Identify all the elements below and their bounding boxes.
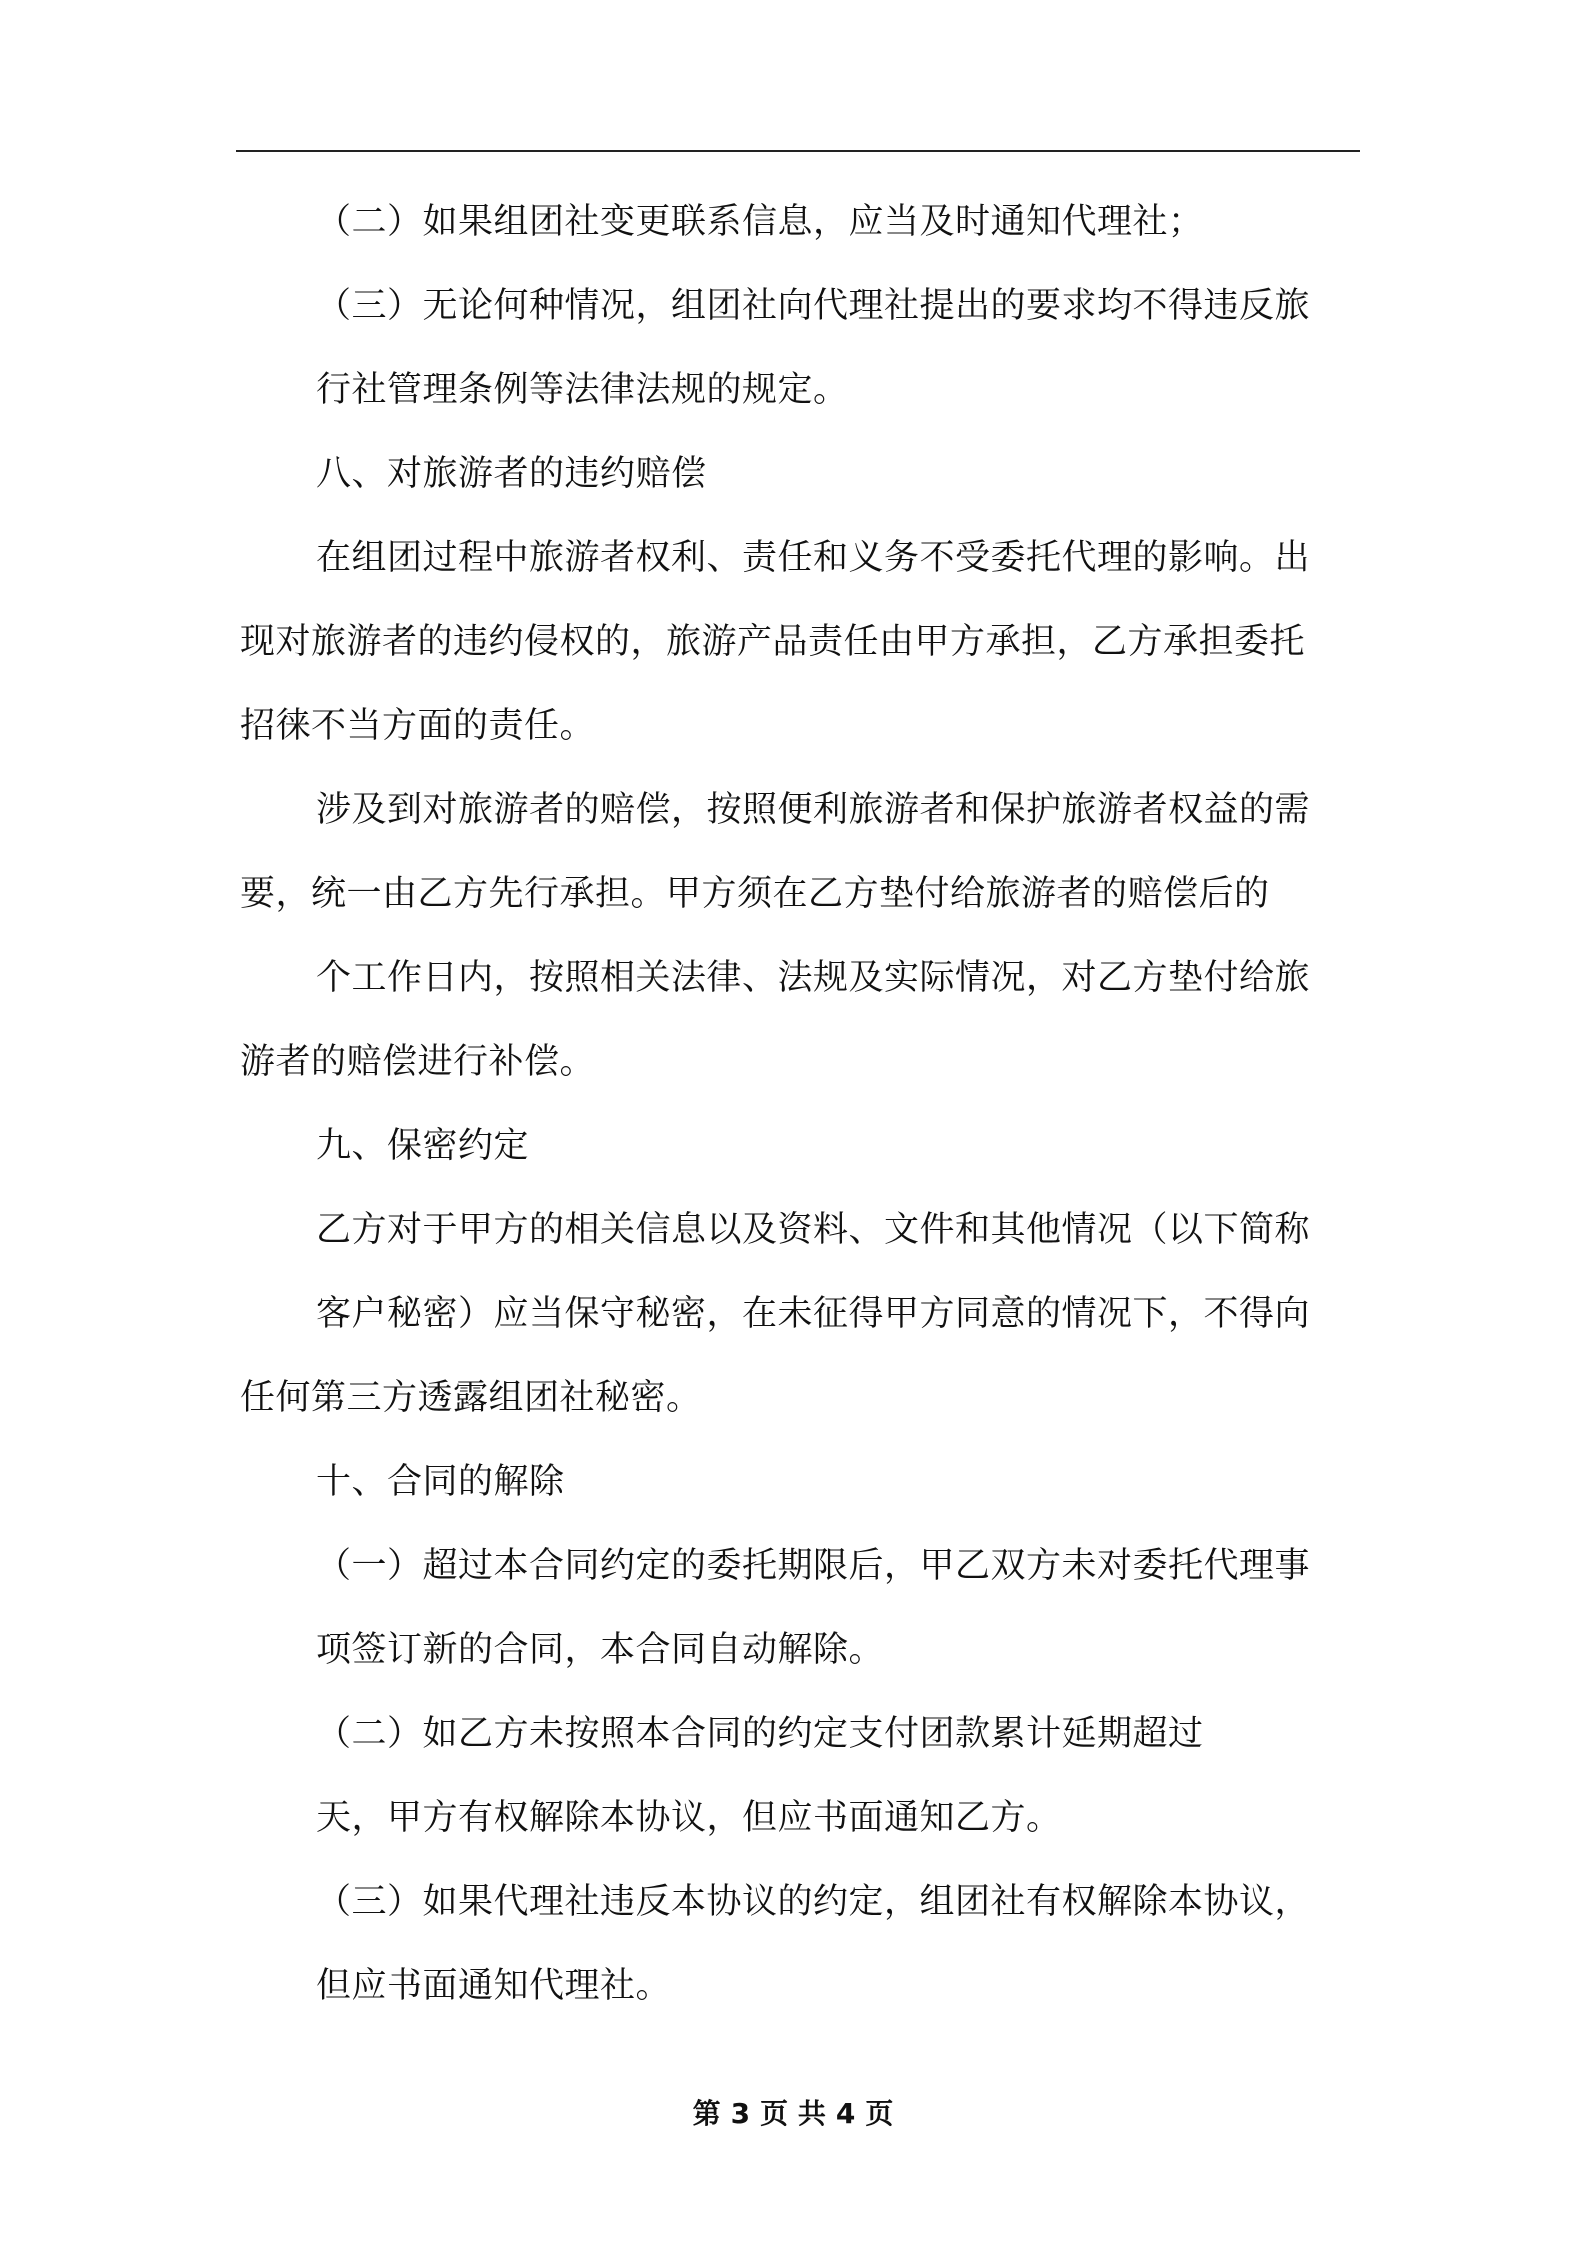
clause-10-3-line-2: 但应书面通知代理社。	[316, 1966, 672, 2006]
clause-10-3-line-1: （三）如果代理社违反本协议的约定，组团社有权解除本协议，	[316, 1882, 1311, 1922]
footer-total-pages: 4	[835, 2097, 856, 2130]
section-8-para-1-line-1: 在组团过程中旅游者权利、责任和义务不受委托代理的影响。出	[316, 538, 1311, 578]
clause-10-2-line-1: （二）如乙方未按照本合同的约定支付团款累计延期超过	[316, 1714, 1204, 1754]
clause-7-2-line-1: （二）如果组团社变更联系信息，应当及时通知代理社；	[316, 202, 1204, 242]
footer-current-page: 3	[730, 2097, 751, 2130]
footer-prefix: 第	[692, 2097, 721, 2130]
clause-10-1-line-2: 项签订新的合同，本合同自动解除。	[316, 1630, 885, 1670]
section-8-para-2-line-1: 涉及到对旅游者的赔偿，按照便利旅游者和保护旅游者权益的需	[316, 790, 1311, 830]
section-8-para-2-line-4: 游者的赔偿进行补偿。	[240, 1042, 596, 1082]
section-8-para-2-line-2: 要，统一由乙方先行承担。甲方须在乙方垫付给旅游者的赔偿后的	[240, 874, 1270, 914]
footer-middle: 页 共	[760, 2097, 826, 2130]
clause-10-2-line-2: 天，甲方有权解除本协议，但应书面通知乙方。	[316, 1798, 1062, 1838]
clause-7-3-line-1: （三）无论何种情况，组团社向代理社提出的要求均不得违反旅	[316, 286, 1311, 326]
section-8-para-1-line-3: 招徕不当方面的责任。	[240, 706, 596, 746]
section-9-heading: 九、保密约定	[316, 1126, 530, 1166]
section-8-heading: 八、对旅游者的违约赔偿	[316, 454, 707, 494]
clause-10-1-line-1: （一）超过本合同约定的委托期限后，甲乙双方未对委托代理事	[316, 1546, 1311, 1586]
section-8-para-2-line-3: 个工作日内，按照相关法律、法规及实际情况，对乙方垫付给旅	[316, 958, 1311, 998]
clause-7-3-line-2: 行社管理条例等法律法规的规定。	[316, 370, 849, 410]
footer-suffix: 页	[865, 2097, 894, 2130]
section-9-para-line-3: 任何第三方透露组团社秘密。	[240, 1378, 702, 1418]
section-10-heading: 十、合同的解除	[316, 1462, 565, 1502]
page-footer	[0, 2096, 1586, 2132]
header-rule	[236, 150, 1360, 152]
section-9-para-line-2: 客户秘密）应当保守秘密，在未征得甲方同意的情况下，不得向	[316, 1294, 1311, 1334]
section-8-para-1-line-2: 现对旅游者的违约侵权的，旅游产品责任由甲方承担，乙方承担委托	[240, 622, 1306, 662]
section-9-para-line-1: 乙方对于甲方的相关信息以及资料、文件和其他情况（以下简称	[316, 1210, 1311, 1250]
